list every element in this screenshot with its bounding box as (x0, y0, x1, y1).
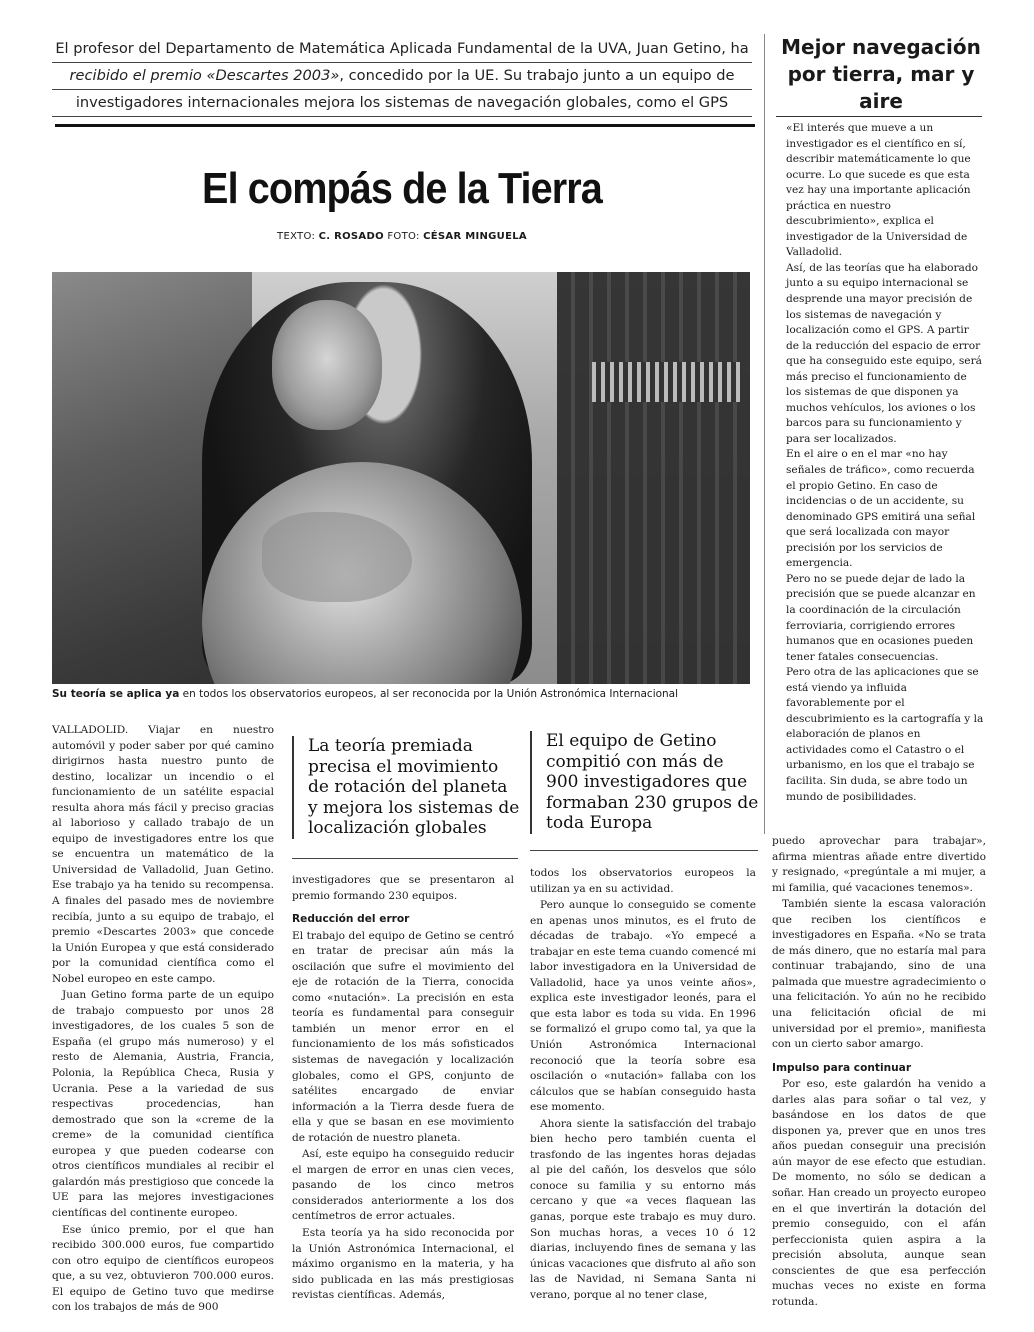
lead-line-2-emphasis: recibido el premio «Descartes 2003» (69, 67, 340, 84)
body-paragraph: Así, este equipo ha conseguido reducir el margen de error en unas cien veces, pasando de los cinco metros considerados anteriormente a los dos centímetros de error actuales. (292, 1148, 514, 1223)
body-paragraph: También siente la escasa valoración que reciben los científicos e investigadores en España. «No se trata de más dinero, que no estaría mal para continuar trabajando, sino de una palmada que muestre agradecimiento o una felicitación. Yo aún no he recibido una felicitación oficial de mi universidad por el premio», manifiesta con un cierto sabor amargo. (772, 898, 986, 1051)
text-credit-author: C. ROSADO (318, 231, 384, 242)
photo-credit-author: CÉSAR MINGUELA (423, 231, 527, 242)
body-column-1 (52, 723, 274, 1316)
photo-professor-face (272, 300, 382, 430)
sidebar-paragraph: Así, de las teorías que ha elaborado junto a su equipo internacional se desprende una mayor precisión de los sistemas de navegación y localización como el GPS. A partir de la reducción del espacio de error que ha conseguido este equipo, será más preciso el funcionamiento de los sistemas de que disponen ya muchos vehículos, los aviones o los barcos para su funcionamiento y para ser localizados. (786, 261, 982, 445)
lead-line-2 (52, 63, 752, 90)
lead-line-1: El profesor del Departamento de Matemática Aplicada Fundamental de la UVA, Juan Getino, ha (52, 36, 752, 63)
body-column-3 (530, 866, 756, 1303)
sidebar-paragraph: Pero otra de las aplicaciones que se está viendo ya influida favorablemente por el descubrimiento es la cartografía y la elaboración de planos en actividades como el Catastro o el urbanismo, en los que el trabajo se facilita. Sin duda, se abre todo un mundo de posibilidades. (786, 666, 984, 803)
sidebar-paragraph: «El interés que mueve a un investigador es el científico en sí, describir matemáticamente lo que ocurre. Lo que sucede es que esta vez hay una importante aplicación práctica en nuestro descubrimiento», explica el investigador de la Universidad de Valladolid. (786, 122, 971, 259)
pullquote-2: El equipo de Getino compitió con más de 900 investigadores que formaban 230 grupos de toda Europa (530, 731, 760, 834)
photo-tower-railing (592, 362, 742, 402)
body-paragraph: Ese único premio, por el que han recibido 300.000 euros, fue compartido con otro equipo de científicos europeos que, a su vez, obtuvieron 700.000 euros. El equipo de Getino tuvo que medirse con los trabajos de más de 900 (52, 1223, 274, 1314)
credits (52, 231, 752, 242)
body-paragraph: El trabajo del equipo de Getino se centró en tratar de precisar aún más la oscilación que sufre el movimiento del eje de rotación de la Tierra, conocida como «nutación». La precisión en esta teoría es fundamental para conseguir también un menor error en el funcionamiento de los más sofisticados sistemas de navegación y localización globales, como el GPS, conjunto de satélites encargado de enviar información a la Tierra desde fuera de ella y que se basan en ese movimiento de rotación de nuestro planeta. (292, 929, 514, 1144)
sidebar-paragraph: Pero no se puede dejar de lado la precisión que se puede alcanzar en la coordinación de la circulación ferroviaria, corrigiendo errores humanos que en ocasiones pueden tener fatales consecuencias. (786, 572, 976, 663)
pullquote-1: La teoría premiada precisa el movimiento de rotación del planeta y mejora los sistemas de localización globales (292, 736, 520, 839)
sidebar-text (786, 121, 984, 805)
body-paragraph: VALLADOLID. Viajar en nuestro automóvil y poder saber por qué camino dirigirnos hasta nuestro punto de destino, localizar un incendio o el funcionamiento de un satélite espacial resulta ahora más fácil y preciso gracias al laborioso y callado trabajo de un equipo de investigadores entre los que se encuentra un matemático de la Universidad de Valladolid, Juan Getino. Ese trabajo ya ha tenido su recompensa. A finales del pasado mes de noviembre recibía, junto a su equipo de trabajo, el premio «Descartes 2003» que concede la Unión Europea y que está considerado por la comunidad científica como el Nobel europeo en este campo. (52, 724, 274, 985)
body-column-4 (772, 834, 986, 1310)
sidebar-divider (764, 34, 765, 834)
caption-bold: Su teoría se aplica ya (52, 688, 180, 700)
sidebar-title-rule (776, 116, 982, 117)
body-paragraph: Por eso, este galardón ha venido a darles alas para soñar o tal vez, y basándose en los datos de que disponen ya, prever que en unos tres años puedan conseguir una precisión aún mayor de ese efecto que estudian. De momento, no sólo se dedican a soñar. Han creado un proyecto europeo en el que invertirán la dotación del premio conseguido, con el afán perfeccionista quien aspira a la precisión absoluta, aunque sean conscientes de que esa perfección muchas veces no existe en forma rotunda. (772, 1078, 986, 1308)
body-paragraph: puedo aprovechar para trabajar», afirma mientras añade entre divertido y resignado, «pregúntale a mi mujer, a mi familia, qué vacaciones tenemos». (772, 835, 986, 894)
sidebar-title: Mejor navegación por tierra, mar y aire (781, 35, 981, 113)
pullquote-1-rule (292, 858, 518, 859)
lead-line-2-rest: , concedido por la UE. Su trabajo junto a un equipo de (339, 67, 735, 84)
body-column-2 (292, 873, 514, 1304)
caption-rest: en todos los observatorios europeos, al ser reconocida por la Unión Astronómica Internacional (179, 688, 679, 700)
main-photo (52, 272, 750, 684)
body-paragraph: Pero aunque lo conseguido se comente en apenas unos minutos, es el fruto de décadas de trabajo. «Yo empecé a trabajar en este tema cuando comencé mi labor investigadora en la Universidad de Valladolid, hace ya unos veinte años», explica este investigador leonés, para el que esta labor es toda su vida. En 1996 se formalizó el grupo como tal, ya que la Unión Astronómica Internacional reconoció que la teoría sobre esa oscilación o «nutación» fallaba con los cálculos que se habían conseguido hasta ese momento. (530, 899, 756, 1114)
photo-observatory-tower (557, 272, 750, 684)
sidebar-paragraph: En el aire o en el mar «no hay señales de tráfico», como recuerda el propio Getino. En caso de incidencias o de un accidente, su denominado GPS emitirá una señal que será localizada con mayor precisión por los servicios de emergencia. (786, 448, 976, 570)
body-paragraph: Juan Getino forma parte de un equipo de trabajo compuesto por unos 28 investigadores, de los cuales 5 son de España (el grupo más numeroso) y el resto de Alemania, Austria, Francia, Polonia, la República Checa, Rusia y Ucrania. Pese a la variedad de sus respectivas procedencias, han demostrado que son la «creme de la creme» de la comunidad científica europea y que pueden codearse con otros científicos mundiales al recibir el galardón más prestigioso que concede la UE para las mejores investigaciones científicas del continente europeo. (52, 989, 274, 1219)
lead-divider (55, 124, 755, 127)
body-paragraph: investigadores que se presentaron al premio formando 230 equipos. (292, 874, 514, 902)
body-paragraph: Esta teoría ya ha sido reconocida por la Unión Astronómica Internacional, el máximo organismo en la materia, y ha sido publicada en las más prestigiosas revistas científicas. Además, (292, 1227, 514, 1302)
lead-summary (52, 36, 752, 117)
pullquote-2-rule (530, 850, 758, 851)
photo-credit-label: FOTO: (387, 231, 420, 242)
body-paragraph: todos los observatorios europeos la utilizan ya en su actividad. (530, 867, 756, 895)
subheading-reduccion: Reducción del error (292, 913, 410, 926)
body-paragraph: Ahora siente la satisfacción del trabajo bien hecho pero también cuenta el trasfondo de las ingentes horas dejadas al pie del cañón, los desvelos que sólo conoce su familia y su entorno más cercano y que «a veces flaquean las ganas, porque este trabajo es muy duro. Son muchas horas, a veces 10 ó 12 diarias, incluyendo fines de semana y las únicas vacaciones que disfruto al año son las de Navidad, ni Semana Santa ni verano, porque al no tener clase, (530, 1117, 756, 1301)
lead-line-3: investigadores internacionales mejora los sistemas de navegación globales, como el GPS (52, 90, 752, 117)
subheading-impulso: Impulso para continuar (772, 1061, 912, 1074)
headline: El compás de la Tierra (202, 164, 602, 213)
photo-caption (52, 688, 772, 700)
text-credit-label: TEXTO: (277, 231, 316, 242)
